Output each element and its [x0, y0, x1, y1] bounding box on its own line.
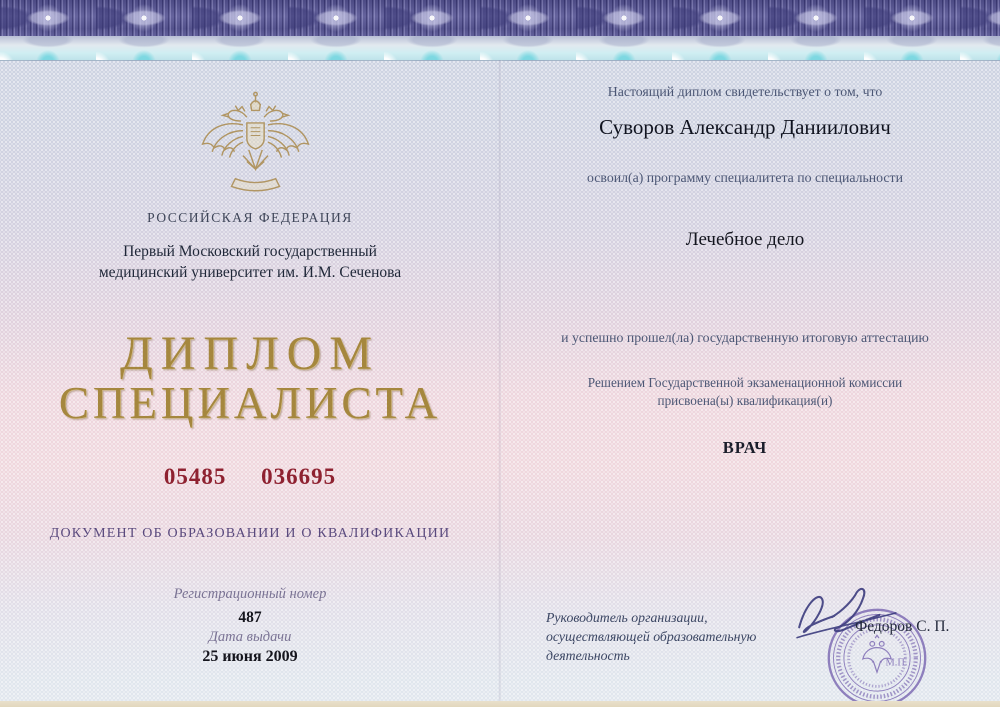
- signature-icon: [793, 586, 901, 646]
- diploma-award-page: [500, 60, 1000, 701]
- commission-statement-line1: Решением Государственной экзаменационной комиссии: [587, 375, 903, 390]
- certification-statement: Настоящий диплом свидетельствует о том, что: [607, 84, 883, 99]
- stamp-mp-label: М.П.: [885, 657, 908, 669]
- center-fold: [498, 60, 502, 701]
- diploma-series: 05485: [163, 464, 227, 489]
- country-name: РОССИЙСКАЯ ФЕДЕРАЦИЯ: [147, 210, 353, 225]
- registration-number-value: 487: [238, 609, 262, 626]
- diploma-title-page: [0, 60, 500, 701]
- program-statement: освоил(а) программу специалитета по специальности: [587, 170, 903, 185]
- qualification-value: ВРАЧ: [722, 438, 768, 457]
- coat-of-arms-icon: [193, 88, 318, 206]
- signatory-role-line1: Руководитель организации,: [546, 610, 708, 625]
- specialty-name: Лечебное дело: [685, 229, 805, 250]
- signatory-role: [546, 608, 786, 665]
- issue-date-value: 25 июня 2009: [202, 648, 298, 665]
- issue-date-label: Дата выдачи: [208, 629, 292, 645]
- document-type-caption: ДОКУМЕНТ ОБ ОБРАЗОВАНИИ И О КВАЛИФИКАЦИИ: [49, 526, 451, 541]
- university-name-line1: Первый Московский государственный: [123, 243, 377, 260]
- diploma-serial-numbers: [0, 464, 500, 490]
- diploma-number: 036695: [261, 464, 337, 489]
- commission-statement-line2: присвоена(ы) квалификация(и): [657, 393, 833, 408]
- page-bottom-edge: [0, 701, 1000, 707]
- university-name: [0, 241, 500, 283]
- diploma-title-word1: ДИПЛОМ: [120, 327, 380, 380]
- diploma-title-word2: СПЕЦИАЛИСТА: [58, 378, 442, 428]
- guilloche-dark-band: [0, 0, 1000, 36]
- holder-name: Суворов Александр Даниилович: [599, 115, 891, 139]
- signatory-role-line3: деятельность: [546, 648, 630, 663]
- registration-number-label: Регистрационный номер: [173, 586, 327, 602]
- guilloche-light-band: [0, 36, 1000, 61]
- commission-statement: [510, 374, 980, 410]
- signatory-role-line2: осуществляющей образовательную: [546, 629, 757, 644]
- signatory-name: Федоров С. П.: [855, 618, 950, 635]
- university-name-line2: медицинский университет им. И.М. Сеченова: [98, 264, 402, 281]
- attestation-statement: и успешно прошел(ла) государственную итоговую аттестацию: [561, 330, 929, 345]
